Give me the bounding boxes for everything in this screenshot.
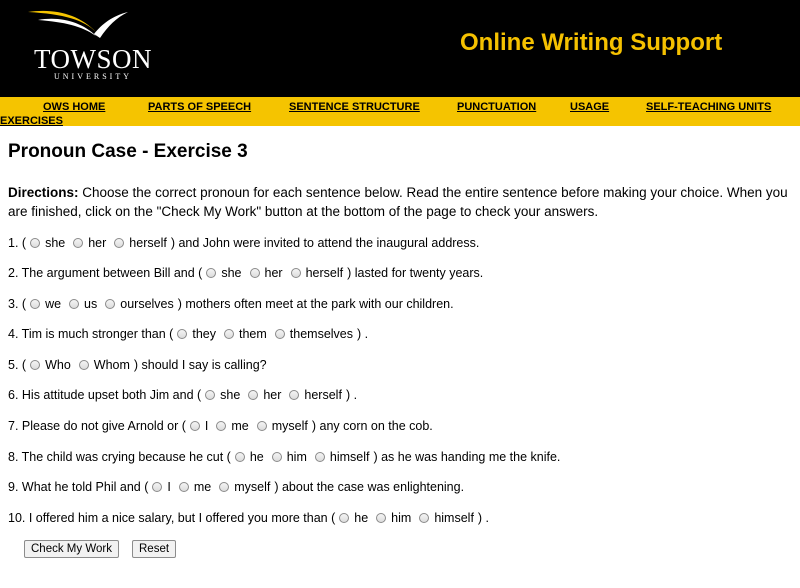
answer-radio[interactable] bbox=[216, 421, 226, 431]
answer-radio[interactable] bbox=[224, 329, 234, 339]
main-nav bbox=[0, 97, 800, 126]
nav-exercises[interactable]: EXERCISES bbox=[0, 115, 63, 127]
answer-radio[interactable] bbox=[315, 452, 325, 462]
directions-label: Directions: bbox=[8, 185, 79, 200]
question-prefix: 10. I offered him a nice salary, but I offered you more than ( bbox=[8, 511, 336, 525]
directions-text bbox=[8, 183, 792, 221]
answer-radio[interactable] bbox=[248, 390, 258, 400]
question-prefix: 4. Tim is much stronger than ( bbox=[8, 327, 174, 341]
answer-option-label: him bbox=[391, 511, 412, 525]
directions-body: Choose the correct pronoun for each sentence below. Read the entire sentence before making your choice. When you are finished, click on the "Check My Work" button at the bottom of the page to check your answers. bbox=[8, 185, 788, 219]
question-suffix: ) as he was handing me the knife. bbox=[373, 450, 561, 464]
question-suffix: ) mothers often meet at the park with our children. bbox=[177, 297, 454, 311]
answer-option-label: me bbox=[193, 480, 212, 494]
answer-option-label: he bbox=[249, 450, 264, 464]
question-row bbox=[8, 510, 489, 526]
page-title: Pronoun Case - Exercise 3 bbox=[8, 141, 248, 162]
question-row bbox=[8, 265, 483, 281]
question-row bbox=[8, 449, 560, 465]
logo-wordmark: TOWSON bbox=[33, 44, 152, 74]
question-suffix: ) . bbox=[345, 388, 358, 402]
answer-option-label: she bbox=[45, 236, 66, 250]
answer-option-label: himself bbox=[329, 450, 370, 464]
answer-option-label: her bbox=[88, 236, 107, 250]
answer-radio[interactable] bbox=[272, 452, 282, 462]
towson-logo[interactable] bbox=[24, 6, 154, 82]
question-suffix: ) . bbox=[477, 511, 490, 525]
answer-radio[interactable] bbox=[190, 421, 200, 431]
question-prefix: 7. Please do not give Arnold or ( bbox=[8, 419, 186, 433]
answer-radio[interactable] bbox=[289, 390, 299, 400]
answer-radio[interactable] bbox=[339, 513, 349, 523]
answer-radio[interactable] bbox=[152, 482, 162, 492]
answer-option-label: us bbox=[84, 297, 98, 311]
answer-radio[interactable] bbox=[114, 238, 124, 248]
answer-radio[interactable] bbox=[30, 299, 40, 309]
answer-radio[interactable] bbox=[235, 452, 245, 462]
answer-radio[interactable] bbox=[69, 299, 79, 309]
reset-button[interactable]: Reset bbox=[132, 540, 176, 558]
answer-option-label: she bbox=[220, 388, 241, 402]
check-my-work-button[interactable]: Check My Work bbox=[24, 540, 119, 558]
answer-option-label: myself bbox=[271, 419, 308, 433]
site-title: Online Writing Support bbox=[460, 29, 723, 56]
answer-radio[interactable] bbox=[291, 268, 301, 278]
answer-option-label: ourselves bbox=[120, 297, 174, 311]
answer-radio[interactable] bbox=[275, 329, 285, 339]
question-row bbox=[8, 235, 479, 251]
nav-ows-home[interactable]: OWS HOME bbox=[43, 101, 106, 113]
answer-option-label: herself bbox=[304, 388, 342, 402]
answer-radio[interactable] bbox=[79, 360, 89, 370]
answer-radio[interactable] bbox=[419, 513, 429, 523]
answer-option-label: they bbox=[192, 327, 216, 341]
answer-radio[interactable] bbox=[30, 360, 40, 370]
answer-option-label: himself bbox=[434, 511, 474, 525]
answer-option-label: he bbox=[354, 511, 369, 525]
question-row bbox=[8, 418, 433, 434]
question-prefix: 5. ( bbox=[8, 358, 27, 372]
answer-option-label: I bbox=[167, 480, 171, 494]
answer-option-label: herself bbox=[129, 236, 167, 250]
answer-radio[interactable] bbox=[376, 513, 386, 523]
answer-option-label: Who bbox=[45, 358, 71, 372]
question-row bbox=[8, 296, 454, 312]
nav-usage[interactable]: USAGE bbox=[570, 101, 610, 113]
nav-parts-of-speech[interactable]: PARTS OF SPEECH bbox=[148, 101, 252, 113]
answer-radio[interactable] bbox=[177, 329, 187, 339]
question-row bbox=[8, 479, 464, 495]
question-row bbox=[8, 326, 368, 342]
answer-radio[interactable] bbox=[205, 390, 215, 400]
nav-punctuation[interactable]: PUNCTUATION bbox=[457, 101, 537, 113]
question-suffix: ) any corn on the cob. bbox=[311, 419, 433, 433]
answer-radio[interactable] bbox=[257, 421, 267, 431]
answer-option-label: she bbox=[221, 266, 242, 280]
answer-radio[interactable] bbox=[206, 268, 216, 278]
answer-radio[interactable] bbox=[250, 268, 260, 278]
question-prefix: 1. ( bbox=[8, 236, 27, 250]
answer-radio[interactable] bbox=[30, 238, 40, 248]
question-prefix: 6. His attitude upset both Jim and ( bbox=[8, 388, 202, 402]
logo-subtitle: UNIVERSITY bbox=[54, 72, 132, 81]
answer-radio[interactable] bbox=[73, 238, 83, 248]
answer-radio[interactable] bbox=[219, 482, 229, 492]
answer-option-label: myself bbox=[234, 480, 271, 494]
answer-option-label: themselves bbox=[289, 327, 354, 341]
question-prefix: 9. What he told Phil and ( bbox=[8, 480, 149, 494]
answer-option-label: her bbox=[263, 388, 282, 402]
question-suffix: ) and John were invited to attend the inaugural address. bbox=[170, 236, 480, 250]
tiger-claw-icon bbox=[24, 6, 154, 46]
nav-self-teaching-units[interactable]: SELF-TEACHING UNITS bbox=[646, 101, 772, 113]
answer-option-label: herself bbox=[305, 266, 344, 280]
question-prefix: 2. The argument between Bill and ( bbox=[8, 266, 203, 280]
site-header bbox=[0, 0, 800, 97]
answer-option-label: her bbox=[264, 266, 283, 280]
answer-option-label: me bbox=[231, 419, 249, 433]
question-suffix: ) lasted for twenty years. bbox=[347, 266, 484, 280]
question-suffix: ) . bbox=[357, 327, 369, 341]
answer-option-label: him bbox=[286, 450, 307, 464]
answer-option-label: I bbox=[204, 419, 209, 433]
nav-sentence-structure[interactable]: SENTENCE STRUCTURE bbox=[289, 101, 420, 113]
answer-option-label: we bbox=[45, 297, 62, 311]
answer-option-label: them bbox=[238, 327, 267, 341]
question-prefix: 8. The child was crying because he cut ( bbox=[8, 450, 231, 464]
question-prefix: 3. ( bbox=[8, 297, 27, 311]
answer-radio[interactable] bbox=[179, 482, 189, 492]
question-row bbox=[8, 357, 267, 373]
question-row bbox=[8, 387, 357, 403]
answer-option-label: Whom bbox=[93, 358, 130, 372]
question-suffix: ) about the case was enlightening. bbox=[274, 480, 465, 494]
question-suffix: ) should I say is calling? bbox=[133, 358, 267, 372]
answer-radio[interactable] bbox=[105, 299, 115, 309]
